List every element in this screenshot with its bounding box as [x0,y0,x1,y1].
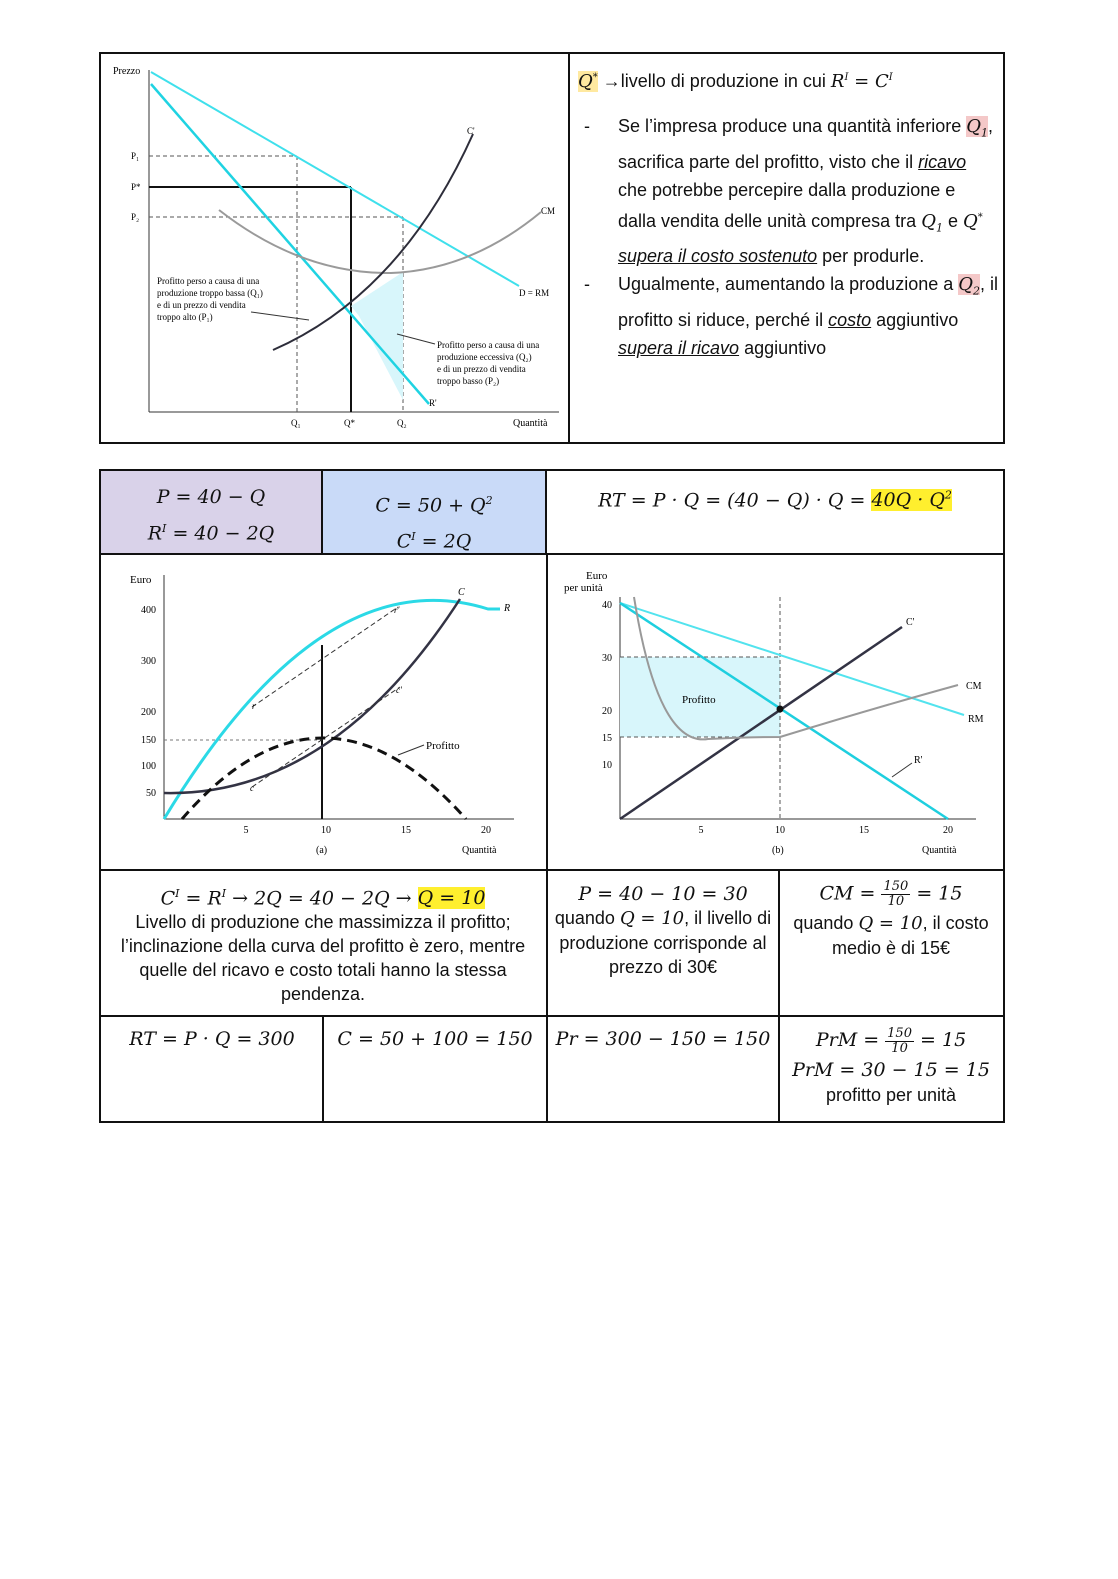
chart-a-c-label: C [458,587,465,598]
optimum-cell [103,882,543,1006]
pstar-tick: P* [131,182,141,192]
q2-tick: Q₂ [397,418,407,428]
chart-b-ytick: 15 [602,733,612,744]
profit-curve [182,738,466,819]
cost-eq: $C = 50 + Q^2$ [375,494,493,517]
chart-a-xtick: 5 [243,825,249,836]
demand-eq: P = 40 − Q [156,486,266,508]
row3-divider-2 [778,871,780,1121]
chart-a-cprime-label: c' [396,685,402,695]
r-curve-label: R' [429,398,437,408]
chart-b-rm-label: RM [968,714,984,725]
chart-b-ytick: 10 [602,760,612,771]
chart-a-ytick: 50 [146,788,156,799]
cm-curve-label: CM [541,206,556,216]
chart-b-y-label-2: per unità [564,582,603,594]
chart-a-x-ticks [244,825,492,836]
bullet-2: - Ugualmente, aumentando la produzione a $Q_2$, il profitto si riduce, perché il costo aggiuntivo supera il ricavo aggiuntivo [584,274,999,358]
chart-a-profit-label: Profitto [426,740,460,752]
chart-a-ytick: 200 [141,707,156,718]
lost-profit-shade [351,272,403,400]
average-profit-eq: PrM = $\frac{150}{10}$ = 15 [815,1025,967,1056]
total-revenue-result: RT = P · Q = 300 [129,1028,295,1050]
chart-a-xtick: 10 [321,825,331,836]
right-note [437,340,541,386]
chart-b-profit-label: Profitto [682,694,716,706]
profit-arrow [398,745,424,755]
formula-revenue-cell [547,471,1003,555]
average-profit-eq-2: PrM = 30 − 15 = 15 [792,1058,990,1081]
top-y-label: Prezzo [113,66,141,77]
chart-a-x-label: Quantità [462,845,497,856]
chart-b-caption: (b) [772,845,784,856]
profit-result: Pr = 300 − 150 = 150 [555,1028,771,1050]
right-note-line: troppo basso (P₂) [437,376,500,386]
q1-tick: Q₁ [291,418,301,428]
top-x-label: Quantità [513,418,548,429]
equilibrium-point [777,706,784,713]
chart-b-xtick: 20 [943,825,953,836]
chart-b-ytick: 30 [602,653,612,664]
chart-a-y-ticks [141,605,156,799]
average-profit-cell [781,1026,1001,1106]
top-divider [568,52,570,444]
chart-a-caption: (a) [316,845,328,856]
chart-b-xtick: 10 [775,825,785,836]
chart-a-xtick: 20 [481,825,491,836]
p1-tick: P₁ [131,151,140,161]
chart-a-ytick: 400 [141,605,156,616]
average-cost-cell [784,880,998,960]
p2-tick: P₂ [131,212,140,222]
qstar-tick: Q* [344,418,355,428]
marginal-revenue-curve [151,84,429,404]
d-curve-label: D = RM [519,288,550,298]
optimum-eq: $C^I = R^I \to 2Q = 40 - 2Q \to Q = 10$ [160,887,486,910]
left-note-arrow [251,312,309,320]
price-text: quando Q = 10, il livello di produzione corrisponde al prezzo di 30€ [554,908,772,977]
chart-b-c-label: C' [906,617,915,628]
explanation-heading [578,66,998,94]
cost-curve [164,599,460,793]
chart-b-r-arrow [892,763,912,777]
chart-b-y-label-1: Euro [586,570,608,582]
heading-text: →livello di produzione in cui [602,71,826,91]
chart-b-y-ticks [602,600,612,771]
heading-equation: $R^I = C^I$ [830,71,893,92]
chart-b-x-label: Quantità [922,845,957,856]
formula-cost-cell [323,471,547,555]
revenue-tangent [252,607,398,707]
chart-row-bottom [101,869,1003,871]
chart-b [548,557,1003,868]
total-cost-result: C = 50 + 100 = 150 [337,1028,533,1050]
demand-curve [151,72,519,286]
chart-a [102,557,545,868]
right-note-line: Profitto perso a causa di una [437,340,540,350]
row4-divider-2 [546,1017,548,1121]
c-curve-label: C' [467,126,475,136]
average-profit-text: profitto per unità [825,1084,957,1105]
chart-a-xtick: 15 [401,825,411,836]
qstar-symbol: Q* [578,71,598,92]
left-note-line: Profitto perso a causa di una [157,276,260,286]
chart-b-r-label: R' [914,755,923,766]
chart-a-c-small-label: c [250,783,254,793]
formula-demand-cell [101,471,323,555]
left-note-line: troppo alto (P₁) [157,312,213,322]
right-note-line: produzione eccessiva (Q₂) [437,352,532,362]
price-eq: P = 40 − 10 = 30 [578,883,748,905]
optimum-text: Livello di produzione che massimizza il profitto; l’inclinazione della curva del profitto è zero, mentre quelle del ricavo e costo totali hanno la stessa pendenza. [120,912,526,1005]
chart-a-y-label: Euro [130,574,152,586]
marginal-revenue-eq: $R^I = 40 - 2Q$ [147,522,275,545]
chart-b-xtick: 15 [859,825,869,836]
chart-b-xtick: 5 [698,825,704,836]
chart-a-ytick: 300 [141,656,156,667]
revenue-curve [164,600,500,819]
bullet-1: - Se l’impresa produce una quantità inferiore $Q_1$, sacrifica parte del profitto, visto che il ricavo che potrebbe percepire dalla produzione e dalla vendita delle unità compresa tra $Q_1$ e Q* supera il costo sostenuto per produrle. [584,116,994,267]
chart-b-x-ticks [699,825,954,836]
top-graph [101,54,567,442]
average-cost-eq: CM = $\frac{150}{10}$ = 15 [819,879,963,909]
chart-b-ytick: 20 [602,706,612,717]
left-note [157,276,265,322]
row3-divider-1 [546,871,548,1017]
average-cost-text: quando Q = 10, il costo medio è di 15€ [793,913,989,958]
chart-a-ytick: 150 [141,735,156,746]
chart-a-ytick: 100 [141,761,156,772]
left-note-line: e di un prezzo di vendita [157,300,246,310]
total-revenue-eq: RT = $P \cdot Q = (40 - Q) \cdot Q = 40Q \cdot Q^2$ [598,489,952,512]
marginal-cost-eq: $C^I = 2Q$ [396,530,472,553]
chart-a-r-label: R [504,603,511,614]
price-cell [552,882,774,979]
left-note-line: produzione troppo bassa (Q₁) [157,288,263,298]
row3-bottom [101,1015,1003,1017]
top-explanation [578,66,998,362]
chart-b-ytick: 40 [602,600,612,611]
chart-a-r-small-label: r [252,701,256,711]
row4-divider-1 [322,1017,324,1121]
right-note-line: e di un prezzo di vendita [437,364,526,374]
chart-a-rprime-label: r' [394,605,400,615]
chart-b-cm-label: CM [966,681,982,692]
